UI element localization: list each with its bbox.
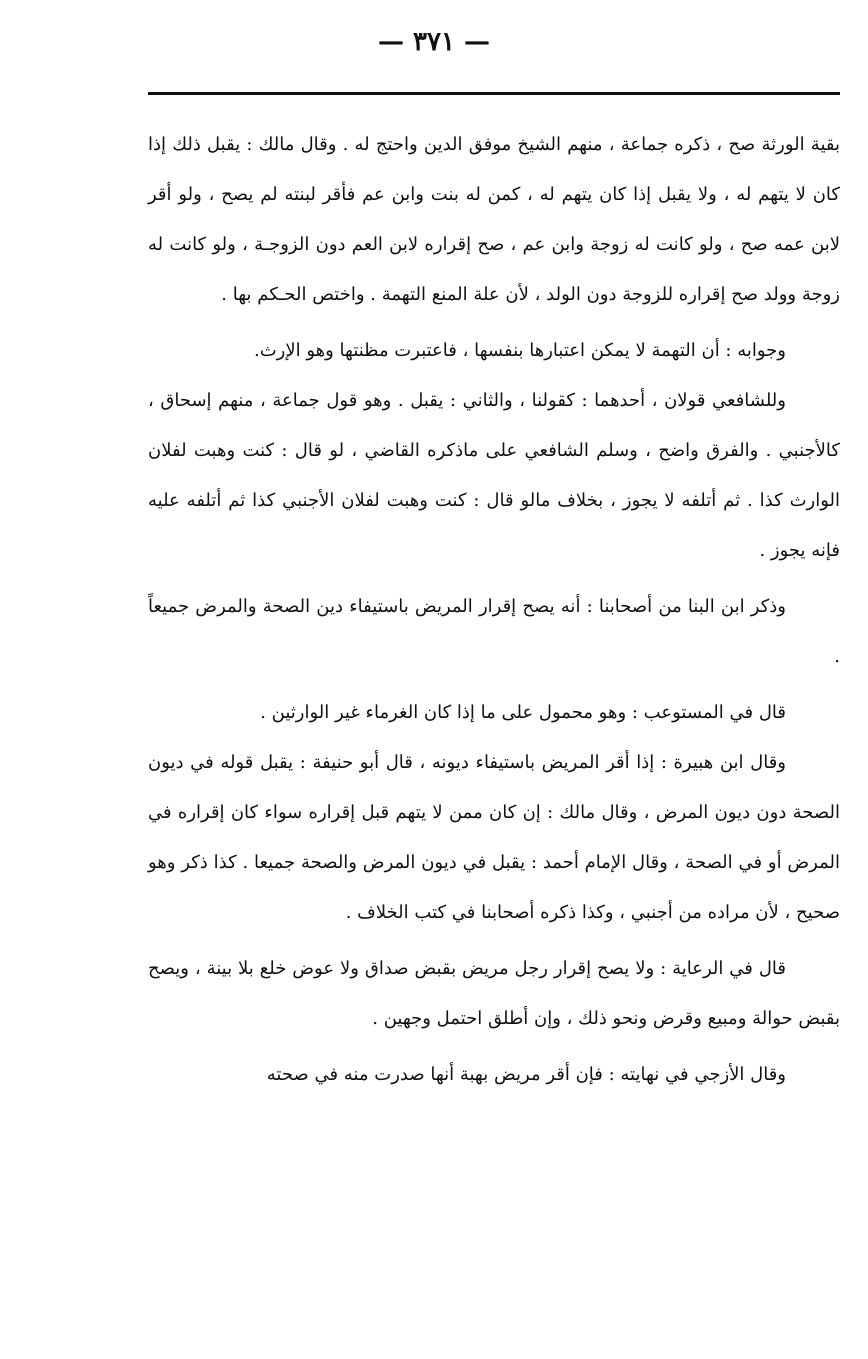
paragraph: وقال الأزجي في نهايته : فإن أقر مريض بهبة أنها صدرت منه في صحته — [266, 1064, 786, 1085]
paragraph: وقال ابن هبيرة : إذا أقر المريض باستيفاء ديونه ، قال أبو حنيفة : يقبل قوله في ديون الصحة دون ديون المرض ، وقال مالك : إن كان ممن لا يتهم قبل إقراره سواء كان إقراره في المرض أو في الصحة ، وقال الإمام أحمد : يقبل في ديون المرض والصحة جميعا . كذا ذكر وهو صحيح ، لأن مراده من أجنبي ، وكذا ذكره أصحابنا في كتب الخلاف . — [148, 752, 840, 923]
page-number: — ٣٧١ — — [377, 27, 491, 57]
paragraph: وللشافعي قولان ، أحدهما : كقولنا ، والثاني : يقبل . وهو قول جماعة ، منهم إسحاق ، كالأجنبي . والفرق واضح ، وسلم الشافعي على ماذكره القاضي ، لو قال : كنت وهبت لفلان الوارث كذا . ثم أتلفه لا يجوز ، بخلاف مالو قال : كنت وهبت لفلان الأجنبي كذا ثم أتلفه عليه فإنه يجوز . — [148, 390, 840, 561]
paragraph: وذكر ابن البنا من أصحابنا : أنه يصح إقرار المريض باستيفاء دين الصحة والمرض جميعاً . — [148, 596, 840, 667]
paragraph: بقية الورثة صح ، ذكره جماعة ، منهم الشيخ موفق الدين واحتج له . وقال مالك : يقبل ذلك إذا كان لا يتهم له ، ولا يقبل إذا كان يتهم له ، كمن له بنت وابن عم فأقر لبنته لم يصح ، ولو أقر لابن عمه صح ، ولو كانت له زوجة وابن عم ، صح إقراره لابن العم دون الزوجـة ، ولو كانت له زوجة وولد صح إقراره للزوجة دون الولد ، لأن علة المنع التهمة . واختص الحـكم بها . — [148, 134, 840, 305]
body-text — [148, 120, 840, 1100]
header-rule — [148, 92, 840, 95]
paragraph: وجوابه : أن التهمة لا يمكن اعتبارها بنفسها ، فاعتبرت مظنتها وهو الإرث. — [253, 340, 786, 361]
paragraph: قال في الرعاية : ولا يصح إقرار رجل مريض بقبض صداق ولا عوض خلع بلا بينة ، ويصح بقبض حوالة ومبيع وقرض ونحو ذلك ، وإن أطلق احتمل وجهين . — [148, 958, 840, 1029]
paragraph: قال في المستوعب : وهو محمول على ما إذا كان الغرماء غير الوارثين . — [260, 702, 786, 723]
